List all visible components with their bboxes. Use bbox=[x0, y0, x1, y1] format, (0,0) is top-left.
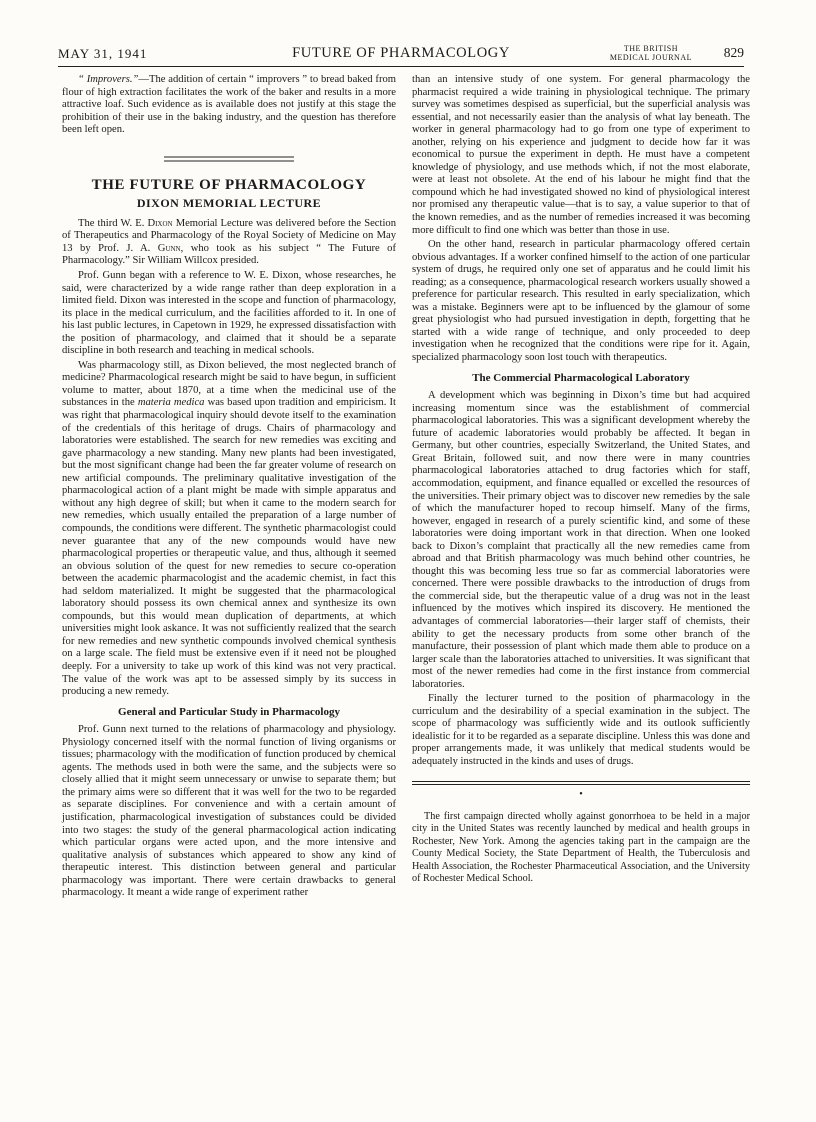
commercial-paragraph: A development which was beginning in Dixon’s time but had acquired increasing momentum since was the establishment of commercial pharmacological laboratories. This was a significant development whereby the future of academic laboratories would probably be affected. It began in Germany, but other countries, especially Switzerland, the United States, and Great Britain, followed suit, and now there were in many countries pharmacological laboratories attached to drug factories which for staff, accommodation, equipment, and finance equalled or excelled the resources of the universities. Their primary object was to discover new remedies by the sale of which the manufacturer hoped to recoup himself. Many of the firms, however, engaged in research of a purely scientific kind, and some of these laboratories were doing important work in that direction. When one looked back to Dixon’s complaint that practically all the new remedies came from abroad and that British pharmacology was much behind other countries, he thought this was becoming less true so far as commercial laboratories were concerned. There were possible drawbacks to the introduction of drugs from the commercial side, but the therapeutic value of a drug was not in the least influenced by the motives which inspired its discovery. He mentioned the advantages of commercial laboratories—their larger staff of chemists, their ability to get the necessary products from some other branch of the manufacture, their possession of plant which made them able to produce on a larger scale than the laboratories attached to universities. It was significant that most of the newer remedies had come in the first instance from commercial laboratories. bbox=[412, 390, 750, 690]
gonorrhoea-campaign-note: The first campaign directed wholly against gonorrhoea to be held in a major city in the United States was recently launched by medical and health groups in Rochester, New York. Among the agencies taking part in the campaign are the County Medical Society, the State Department of Health, the Tuberculosis and Health Association, the Rochester Pharmaceutical Association, and the University of Rochester Medical School. bbox=[412, 811, 750, 885]
issue-date: MAY 31, 1941 bbox=[58, 46, 148, 61]
journal-line-1: THE BRITISH bbox=[623, 44, 679, 53]
finally-paragraph: Finally the lecturer turned to the position of pharmacology in the curriculum and the desirability of a special examination in the subject. The scope of pharmacology was sufficiently wide and its outlook sufficiently idealistic for it to be regarded as a separate discipline. Unless this was done and proper arrangements made, it was unlikely that medical students would be adequately instructed in the kinds and uses of drugs. bbox=[412, 693, 750, 767]
general-paragraph: Prof. Gunn next turned to the relations of pharmacology and physiology. Physiology concerned itself with the normal function of living organisms or tissues; pharmacology with the modification of function produced by chemical agents. The methods used in both were the same, and the subjects were so closely allied that it might seem unnecessary or unwise to separate them; but the primary aims were so different that it was well for the two to be regarded as separate disciplines. For convenience and with a certain amount of justification, pharmacological investigation of substances could be divided into two stages: the study of the general pharmacological action indicating which particular organs were acted upon, and the more intensive and qualitative analysis of substances which appeared to show any kind of therapeutic interest. This distinction between general and particular pharmacology was important. There were certain drawbacks to general pharmacology. It meant a wide range of experiment rather bbox=[62, 724, 396, 899]
materia-medica-term: materia medica bbox=[137, 397, 205, 409]
section-heading-general: General and Particular Study in Pharmacology bbox=[118, 705, 340, 718]
article-title: THE FUTURE OF PHARMACOLOGY bbox=[91, 176, 367, 193]
intro-text-b: Memorial Lecture was delivered before the Section of Therapeutics and Pharmacology of the Royal Society of Medicine on May 13 by Prof. J. A. bbox=[62, 217, 396, 254]
improvers-paragraph bbox=[62, 74, 396, 137]
intro-paragraph bbox=[62, 218, 396, 268]
neglected-text-b: was based upon tradition and empiricism. It was right that pharmacological inquiry should devote itself to the examination of the credentials of this heritage of drugs. Chairs of pharmacology and laboratories were established. The search for new remedies was exciting and gave pharmacology a new standing. Many new plants had been investigated, but the most significant change had been the far greater volume of research on new artificial compounds. The preliminary qualitative investigation of the pharmacological action of a plant might be made with simple apparatus and without any high degree of skill; but when it came to the modern search for new remedies, which usually entailed the preparation of a large number of compounds, the conditions were different. The synthetic pharmacologist could never guarantee that any of the new compounds would have new pharmacological properties or therapeutic value, and thus, although it seemed an obvious solution of the quest for new remedies to secure co-operation between the academic pharmacologist and the academic chemist, in fact this had seldom materialized. It might be suggested that the pharmacological laboratory should possess its own chemical annex and synthesize its own compounds, but this would mean duplication of departments, at which universities might look askance. It was not sufficiently realized that the search for new remedies and new synthetic compounds involved chemical synthesis on a large scale. The field must be extensive even if it need not be ploughed deeply. For a university to take up work of this kind was not very practical. The value of the work was apt to be assessed simply by its success in producing a new remedy. bbox=[62, 397, 396, 698]
neglected-paragraph bbox=[62, 360, 396, 699]
intro-text-c: , who took as his subject “ The Future of Pharmacology.” Sir William Willcox presided. bbox=[62, 242, 396, 267]
particular-paragraph: On the other hand, research in particular pharmacology offered certain obvious advantages. If a worker confined himself to the action of one particular system of drugs, he required only one set of apparatus and he could limit his reading; as a consequence, pharmacological research workers usually showed a preference for particular research. This resulted in early specialization, which was a mistake. Beginners were apt to be influenced by the glamour of some great physiologist who had pursued investigation in depth, forgetting that he started with a wide range of technique, and only proceeded to deep investigation when he recognized that the conditions were ripe for it. Again, specialized pharmacology soon lost touch with therapeutics. bbox=[412, 239, 750, 364]
continued-paragraph: than an intensive study of one system. For general pharmacology the pharmacist required a wide training in physiological technique. The primary survey was sometimes despised as superficial, but the superficial analysis was essential, and not necessarily easier than the analysis of what lay beneath. The worker in general pharmacology had to go from one type of experiment to another, relying on his experience and judgment to decide how far it was economical to pursue the experiment in depth. He must have a competent knowledge of physiology, and use methods which, if not the most elaborate, were at least not obsolete. At the end of his labour he might find that the compound which he had investigated showed no kind of physiological interest nor promised any therapeutic value—that is to say, a value superior to that of the known remedies, and as the number of remedies increased it was becoming more difficult to find one which was better than those in use. bbox=[412, 74, 750, 236]
section-divider-ornament bbox=[164, 155, 294, 163]
dixon-paragraph: Prof. Gunn began with a reference to W. E. Dixon, whose researches, he said, were characterized by a wide range rather than deep exploration in a limited field. Dixon was interested in the scope and function of pharmacology, its place in the medical curriculum, and the facilities afforded to it. In one of his last public lectures, in Capetown in 1929, he expressed dissatisfaction with the position of pharmacology, and claimed that it should be a separate discipline in both research and teaching in medical schools. bbox=[62, 270, 396, 357]
running-header bbox=[58, 44, 744, 67]
improvers-label: “ Improvers.” bbox=[78, 74, 139, 85]
intro-name: Dixon bbox=[147, 217, 173, 229]
running-title: FUTURE OF PHARMACOLOGY bbox=[292, 45, 510, 61]
separator-bullet: • bbox=[579, 788, 583, 800]
news-note bbox=[412, 811, 750, 885]
left-column bbox=[62, 74, 396, 900]
article-end-rule bbox=[412, 781, 750, 785]
article-subtitle: DIXON MEMORIAL LECTURE bbox=[136, 196, 322, 211]
page-number: 829 bbox=[723, 45, 744, 60]
right-column bbox=[412, 74, 750, 886]
improvers-text: —The addition of certain “ improvers ” to bread baked from flour of high extraction facilitates the work of the baker and results in a more attractive loaf. Such evidence as is available does not justify at this stage the prohibition of their use in the baking industry, and the question has therefore been left open. bbox=[62, 74, 397, 136]
journal-name bbox=[610, 44, 692, 62]
intro-author: Gunn bbox=[157, 242, 181, 254]
journal-line-2: MEDICAL JOURNAL bbox=[609, 53, 692, 62]
neglected-text-a: Was pharmacology still, as Dixon believed, the most neglected branch of medicine? Pharmacological research might be said to have begun, in sufficient volume to matter, about 1870, at a time when the medicinal use of the substances in the bbox=[62, 359, 396, 409]
section-heading-commercial: The Commercial Pharmacological Laboratory bbox=[472, 371, 690, 384]
intro-text-a: The third W. E. bbox=[78, 217, 145, 229]
